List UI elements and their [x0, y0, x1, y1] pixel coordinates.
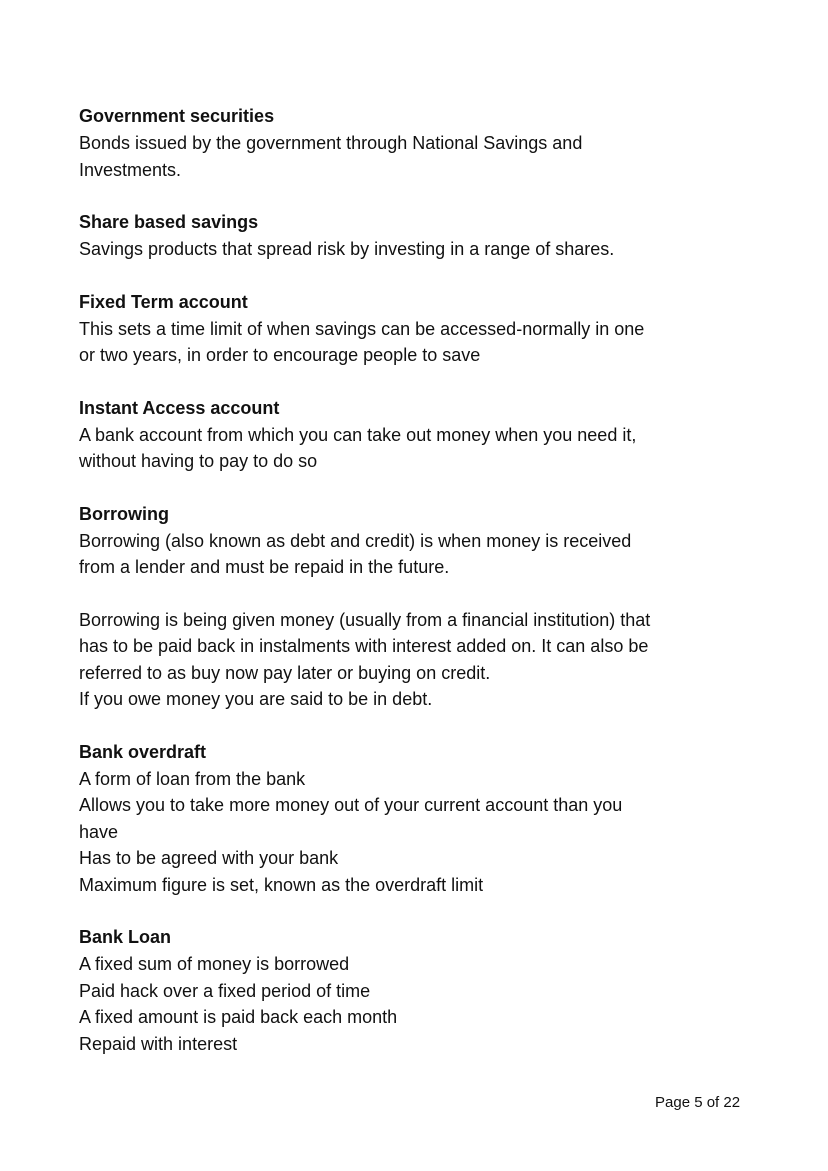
section-text-line: Allows you to take more money out of your current account than you	[79, 795, 623, 815]
page-content	[79, 103, 759, 1083]
section-heading: Fixed Term account	[79, 291, 248, 312]
section-text-line: A fixed amount is paid back each month	[79, 1007, 398, 1027]
section-text-line: Has to be agreed with your bank	[79, 848, 339, 868]
section-bank-loan	[79, 924, 759, 1057]
section-text-line: Bonds issued by the government through National Savings and	[79, 133, 583, 153]
section-text-line: has to be paid back in instalments with interest added on. It can also be	[79, 636, 649, 656]
section-text-line: Investments.	[79, 159, 182, 180]
section-text-line: If you owe money you are said to be in debt.	[79, 689, 433, 709]
section-instant-access-account	[79, 395, 759, 475]
section-share-based-savings	[79, 209, 759, 263]
section-text-line: without having to pay to do so	[79, 451, 318, 471]
section-text-line: A form of loan from the bank	[79, 768, 306, 789]
section-text-line: or two years, in order to encourage people to save	[79, 345, 481, 365]
section-fixed-term-account	[79, 289, 759, 369]
section-heading: Share based savings	[79, 212, 259, 232]
section-text-line: Borrowing (also known as debt and credit) is when money is received	[79, 530, 632, 551]
section-heading: Bank overdraft	[79, 741, 207, 762]
section-text-line: from a lender and must be repaid in the future.	[79, 557, 450, 577]
section-bank-overdraft	[79, 739, 759, 899]
section-text-line: referred to as buy now pay later or buying on credit.	[79, 662, 491, 683]
borrowing-explanation-paragraph	[79, 607, 759, 713]
section-heading: Borrowing	[79, 503, 169, 524]
section-text-line: This sets a time limit of when savings can be accessed-normally in one	[79, 318, 645, 339]
section-heading: Government securities	[79, 106, 275, 126]
section-text-line: Maximum figure is set, known as the overdraft limit	[79, 874, 484, 895]
section-text-line: Paid hack over a fixed period of time	[79, 980, 371, 1001]
section-heading: Instant Access account	[79, 397, 280, 418]
section-government-securities	[79, 103, 759, 183]
section-text-line: A fixed sum of money is borrowed	[79, 954, 350, 974]
section-text-line: A bank account from which you can take out money when you need it,	[79, 424, 637, 445]
section-text-line: have	[79, 821, 119, 842]
section-text-line: Repaid with interest	[79, 1033, 238, 1054]
section-heading: Bank Loan	[79, 927, 172, 947]
section-text-line: Savings products that spread risk by investing in a range of shares.	[79, 239, 615, 259]
borrowing-definition-paragraph	[79, 528, 759, 581]
section-borrowing	[79, 501, 759, 713]
page-number: Page 5 of 22	[655, 1094, 741, 1111]
section-text-line: Borrowing is being given money (usually from a financial institution) that	[79, 609, 651, 630]
